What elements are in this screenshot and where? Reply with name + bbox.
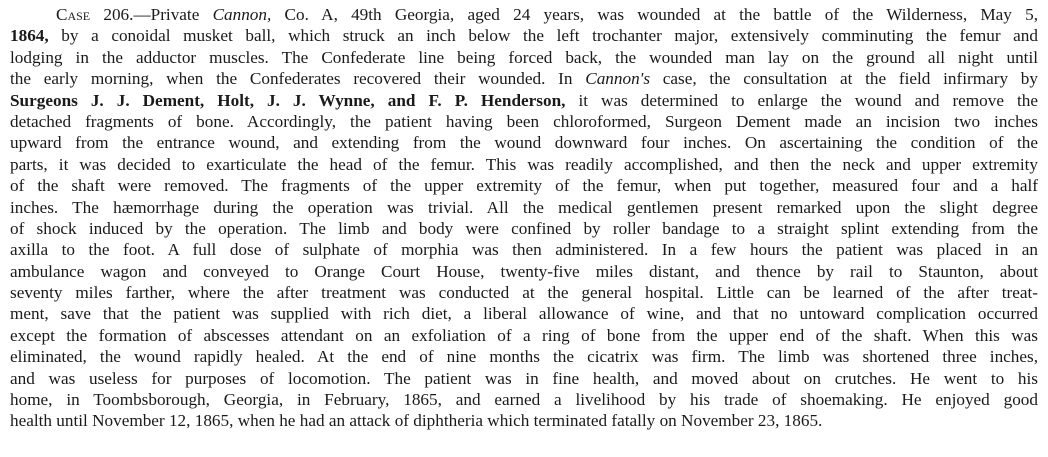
- text-run: Cannon's: [585, 69, 651, 89]
- text-run: seventy miles farther, where the after treatment was conducted at the general hospital. Little can be learned of the after treat-: [10, 283, 1038, 303]
- text-run: case, the consultation at the field infirmary by: [650, 69, 1038, 89]
- text-run: except the formation of abscesses attendant on an exfoliation of a ring of bone from the upper end of the shaft. When this was: [10, 325, 1038, 345]
- text-run: upward from the entrance wound, and extending from the wound downward four inches. On ascertaining the condition of the: [10, 133, 1038, 153]
- text-line: [10, 154, 1038, 175]
- text-run: inches. The hæmorrhage during the operation was trivial. All the medical gentlemen present remarked upon the slight degree: [10, 197, 1038, 217]
- text-run: axilla to the foot. A full dose of sulphate of morphia was then administered. In a few hours the patient was placed in an: [10, 240, 1038, 260]
- text-run: detached fragments of bone. Accordingly, the patient having been chloroformed, Surgeon Dement made an incision two inches: [10, 111, 1038, 131]
- text-run: it was determined to enlarge the wound and remove the: [565, 90, 1038, 110]
- text-run: Surgeons J. J. Dement, Holt, J. J. Wynne, and F. P. Henderson,: [10, 90, 566, 110]
- text-run: eliminated, the wound rapidly healed. At the end of nine months the cicatrix was firm. The limb was shortened three inches,: [10, 347, 1038, 367]
- text-line: [10, 197, 1038, 218]
- text-run: home, in Toombsborough, Georgia, in February, 1865, and earned a livelihood by his trade of shoemaking. He enjoyed good: [10, 390, 1038, 410]
- text-line: [10, 218, 1038, 239]
- text-run: Cannon,: [212, 5, 272, 24]
- text-line: [10, 111, 1038, 132]
- text-run: the early morning, when the Confederates recovered their wounded. In: [10, 69, 586, 89]
- text-line: [10, 90, 1038, 111]
- text-run: health until November 12, 1865, when he had an attack of diphtheria which terminated fatally on November 23, 1865.: [10, 411, 823, 431]
- text-line: [10, 346, 1038, 367]
- text-run: of shock induced by the operation. The limb and body were confined by roller bandage to a straight splint extending from the: [10, 218, 1038, 238]
- text-line: [10, 47, 1038, 68]
- text-run: Case 206.: [56, 5, 134, 24]
- text-line: [10, 303, 1038, 324]
- text-line: [10, 175, 1038, 196]
- text-line: [10, 261, 1038, 282]
- text-line: [10, 389, 1038, 410]
- case-paragraph: [10, 4, 1038, 432]
- text-run: lodging in the adductor muscles. The Confederate line being forced back, the wounded man lay on the ground all night until: [10, 47, 1038, 67]
- text-line: [10, 132, 1038, 153]
- text-run: 1864,: [10, 26, 49, 46]
- text-line: [10, 239, 1038, 260]
- text-run: by a conoidal musket ball, which struck an inch below the left trochanter major, extensively comminuting the femur and: [48, 26, 1038, 46]
- text-line: [10, 68, 1038, 89]
- text-line: [10, 368, 1038, 389]
- text-run: ment, save that the patient was supplied with rich diet, a liberal allowance of wine, and that no untoward complication occurred: [10, 304, 1038, 324]
- text-line: [10, 25, 1038, 46]
- text-run: —Private: [133, 5, 213, 24]
- text-run: and was useless for purposes of locomotion. The patient was in fine health, and moved about on crutches. He went to his: [10, 368, 1038, 388]
- text-line: [10, 410, 1038, 431]
- text-line: [10, 282, 1038, 303]
- text-run: parts, it was decided to exarticulate the head of the femur. This was readily accomplished, and then the neck and upper extremity: [10, 154, 1038, 174]
- text-line: [10, 325, 1038, 346]
- text-run: ambulance wagon and conveyed to Orange Court House, twenty-five miles distant, and thence by rail to Staunton, about: [10, 261, 1038, 281]
- text-run: of the shaft were removed. The fragments of the upper extremity of the femur, when put together, measured four and a half: [10, 176, 1038, 196]
- text-line: [10, 4, 1038, 25]
- text-run: Co. A, 49th Georgia, aged 24 years, was wounded at the battle of the Wilderness, May 5,: [271, 5, 1038, 24]
